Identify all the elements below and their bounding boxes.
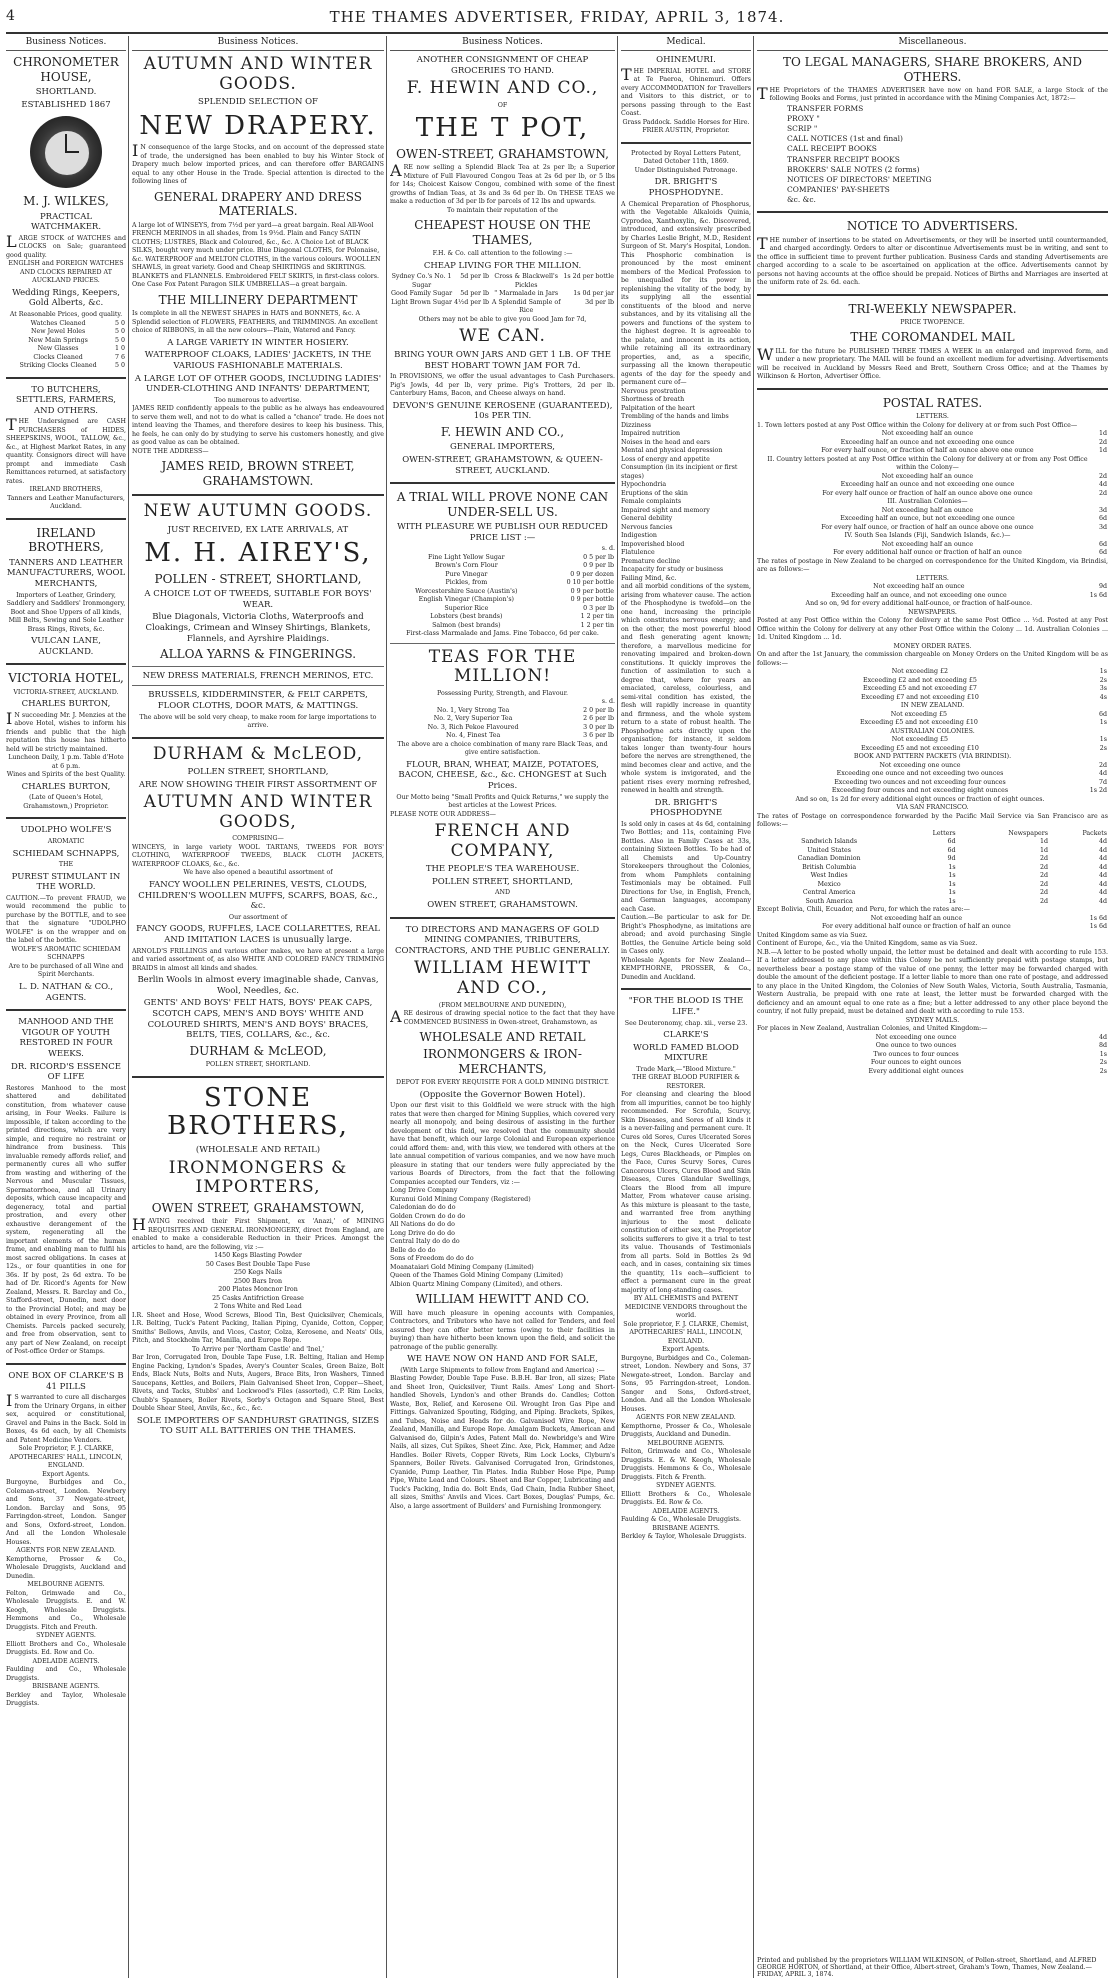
column-rule bbox=[386, 36, 387, 1978]
column-heading: Business Notices. bbox=[6, 36, 126, 51]
table-row: New Jewel Holes 5 0 bbox=[30, 328, 125, 336]
list-item: Eruptions of the skin bbox=[621, 489, 688, 497]
table-row: And so on, 1s 2d for every additional eight ounces or fraction of eight ounces. bbox=[795, 795, 1045, 803]
list-item: 250 Kegs Nails bbox=[233, 1269, 283, 1277]
list-item: Caledonian do do do bbox=[390, 1204, 456, 1212]
table-row: Light Brown Sugar 4½d per lb A Splendid Sample of Rice 3d per lb bbox=[391, 298, 614, 315]
table-row: Exceeding one ounce and not exceeding two ounces 4d bbox=[836, 770, 1107, 778]
table-row: New Glasses 1 0 bbox=[37, 345, 125, 353]
list-item: CALL NOTICES (1st and final) bbox=[787, 134, 903, 144]
postal-table bbox=[757, 1034, 1108, 1077]
list-item: PROXY " bbox=[787, 114, 820, 124]
column-business-1 bbox=[6, 36, 126, 1978]
list-item: Albion Quartz Mining Company (Limited), and others. bbox=[390, 1280, 563, 1288]
table-row: Two ounces to four ounces 1s bbox=[873, 1050, 1107, 1058]
table-row: Striking Clocks Cleaned 5 0 bbox=[19, 362, 125, 370]
table-row: Pure Vinegar 0 9 per dozen bbox=[445, 570, 614, 578]
ad-ohinemuri: OHINEMURI. THE IMPERIAL HOTEL and STORE at Te Paeroa, Ohinemuri. Offers every ACCOMMODATION for Travellers and Visitors to this district, or to persons passing through to the East Coast. Grass Paddock. Saddle Horses for Hire. FRIER AUSTIN, Proprietor. bbox=[621, 55, 751, 135]
column-heading: Miscellaneous. bbox=[757, 36, 1108, 51]
table-row: Not exceeding £5 6d bbox=[890, 710, 1107, 718]
column-rule bbox=[617, 36, 618, 1978]
forms-list bbox=[757, 104, 1108, 205]
list-item: Golden Crown do do do bbox=[390, 1212, 466, 1220]
list-item: Central Italy do do do bbox=[390, 1238, 460, 1246]
postal-table bbox=[757, 736, 1108, 753]
table-row: Exceeding half an ounce, and not exceeding one ounce 1s 6d bbox=[830, 591, 1107, 599]
list-item: Indigestion bbox=[621, 532, 657, 540]
ad-william-hewitt: TO DIRECTORS AND MANAGERS OF GOLD MINING COMPANIES, TRIBUTERS, CONTRACTORS, AND THE PUBLIC GENERALLY. WILLIAM HEWITT AND CO., (FROM MELBOURNE AND DUNEDIN), ARE desirous of drawing special notice to the fact that they have COMMENCED BUSINESS in Owen-street, Grahamstown, as WHOLESALE AND RETAIL IRONMONGERS & IRON-MERCHANTS, DEPOT FOR EVERY REQUISITE FOR A GOLD MINING DISTRICT. (Opposite the Governor Bowen Hotel). Upon our first visit to this Goldfield we were struck with the high rates that were then charged for Mining Supplies, which covered very nearly all monopoly, and being desirous of assisting in the further development of this field, we resolved that the community should have that benefit, which our large Colonial and European experience could afford them: and, with this view, we tendered with others at the late annual competition of various companies, and we now have much pleasure in stating that our tenders were fully appreciated by the various Boards of Directors, from the fact that the following Companies accepted our Tenders, viz :— Long Drive Company Kuranui Gold Mining Company (Registered) Caledonian do do do Golden Crown do do do All Nations do do do Long Drive do do do Central Italy do do do Belle do do do Sons of Freedom do do do Moanataiari Gold Mining Company (Limited) Queen of the Thames Gold Mining Company (Limited) Albion Quartz Mining Company (Limited), and others. WILLIAM HEWITT AND CO. Will have much pleasure in opening accounts with Companies, Contractors, and Tributors who have not called for Tenders, and feel assured they can offer better terms (owing to their facilities in buying) than have hitherto been known upon the field, and solicit the patronage of the public generally. WE HAVE NOW ON HAND AND FOR SALE, (With Large Shipments to follow from England and America) :— Blasting Powder, Double Tape Fuse. B.B.H. Bar Iron, all sizes; Plate and Sheet Iron, Quicksilver, Tiunt Rails. Ames' Long and Short-handled Shovels, Lyndon's and other Brands do. Candles; Cotton Waste, Box, Relief, and Kerosene Oil. Wrought Iron Gas Pipe and Fittings. Galvanized Spouting, Ridging, and Piping. Brackets, Spikes, and Tubes, Noise and Heads for do. Galvanised Wire Rope, New Zealand, Manilla, and Europe Rope. Amalgam Buckets, American and Galvanised do, Gilpin's Axles, Patent Mall do. Newbridge's and Wire Nails, all sizes, Cut Spikes, Sheet Zinc. Axe, Pick, Hammer, and Adze Handles. Boiler Rivets, Copper Rivets, Rim Lock Locks, Clyburn's Spanners, Boiler Rivets. Galvanised Corrugated Iron, Grindstones, Cyanide, Pump Leather, Tin Plates. India Rubber Hose Pipe, Pump Pipe, White Lead and Colours. Sheet and Bar Copper, Lubricating and Tuck's Packing, India do. Bolt Ends, Gad Chain, India Rubber Sheet, all sizes, Smiths' Anvils and Vices. Cart Boxes, Douglas' Pumps, &c. Also, a large assortment of Builders' and Furnishing Ironmongery. bbox=[390, 924, 615, 1510]
list-item: Consumption (in its incipient or first stages) bbox=[621, 464, 738, 480]
list-item: 50 Cases Best Double Tape Fuse bbox=[205, 1260, 311, 1268]
ad-victoria-hotel: VICTORIA HOTEL, VICTORIA-STREET, AUCKLAND. CHARLES BURTON, IN succeeding Mr. J. Menzies at the above Hotel, wishes to inform his friends and public that the high reputation this house has hitherto held will be strictly maintained. Luncheon Daily, 1 p.m. Table d'Hote at 6 p.m. Wines and Spirits of the best Quality. CHARLES BURTON, (Late of Queen's Hotel, Grahamstown,) Proprietor. bbox=[6, 671, 126, 810]
column-medical bbox=[621, 36, 751, 1978]
table-row: Sydney Co.'s No. 1 Sugar 5d per lb Cross & Blackwell's Pickles 1s 2d per bottle bbox=[391, 273, 614, 289]
list-item: TRANSFER FORMS bbox=[787, 103, 864, 113]
column-business-2 bbox=[132, 36, 384, 1978]
ad-stone-brothers: STONE BROTHERS, (WHOLESALE AND RETAIL) IRONMONGERS & IMPORTERS, OWEN STREET, GRAHAMSTOWN, HAVING received their First Shipment, ex 'Anazi,' of MINING REQUISITES AND GENERAL IRONMONGERY, direct from England, are enabled to make a considerable Reduction in their Prices. Amongst the articles to hand, are the following, viz :— 1450 Kegs Blasting Powder 50 Cases Best Double Tape Fuse 250 Kegs Nails 2500 Bars Iron 200 Plates Moncnor Iron 25 Casks Antifriction Grease 2 Tons White and Red Lead I.R. Sheet and Hose, Wood Screws, Blood Tin, Best Quicksilver, Chemicals, I.R. Belting, Tuck's Patent Packing, Italian Piping, Cyanide, Cotton, Copper, Smiths' Bellows, Anvils, and Vices, Castor, Colza, Kerosene, and Neats' Oils, Pitch, and Stockholm Tar, Manilla, and Europe Rope. To Arrive per 'Northam Castle' and 'Inel,' Bar Iron, Corrugated Iron, Double Tape Fuse, I.R. Belting, Italian and Hemp Engine Packing, Lyndon's Spades, Avery's Counter Scales, Green Baize, Bolt Ends, Black Nuts, Bolts and Nuts, Augers, Brace Bits, Iron Washers, Tinned Saucepans, Kettles, and Boilers, Plain Galvanised Sheet Iron, Copper—Sheet, Rivets, and Tacks, Stubbs' and Lockwood's Files (assorted), C.P. Rim Locks, Chubb's Spanners, Boiler Rivets, Sorby's Octagon and Square Steel, Best Double Shear Steel, Anvils, &c., &c., &c. SOLE IMPORTERS OF SANDHURST GRATINGS, SIZES TO SUIT ALL BATTERIES ON THE THAMES. bbox=[132, 1082, 384, 1437]
table-row: Not exceeding £5 1s bbox=[891, 736, 1107, 744]
postal-table bbox=[757, 583, 1108, 609]
table-row: Not exceeding £2 1s bbox=[891, 668, 1107, 676]
ad-chronometer-house: CHRONOMETER HOUSE, SHORTLAND. ESTABLISHED 1867 M. J. WILKES, PRACTICAL WATCHMAKER. LARGE STOCK of WATCHES and CLOCKS on Sale; guaranteed good quality. ENGLISH and FOREIGN WATCHES AND CLOCKS REPAIRED AT AUCKLAND PRICES. Wedding Rings, Keepers, Gold Alberts, &c. At Reasonable Prices, good quality. Watches Cleaned 5 0 New Jewel Holes 5 0 New Main Springs 5 0 New Glasses 1 0 Clocks Cleaned 7 6 Striking Clocks Cleaned 5 0 bbox=[6, 55, 126, 370]
table-row: For every additional half ounce or fraction of half an ounce 6d bbox=[833, 549, 1107, 557]
list-item: Dizziness bbox=[621, 421, 651, 429]
list-item: Sons of Freedom do do do bbox=[390, 1255, 474, 1263]
postal-rates: POSTAL RATES. LETTERS. 1. Town letters posted at any Post Office within the Colony for delivery at or from such Post Office— Not exceeding half an ounce 1d Exceeding half an ounce and not exceeding one ounce 2d For every half ounce, or fraction of half an ounce above one ounce 1d II. Country letters posted at any Post Office within the Colony for delivery at or from any Post Office within the Colony— Not exceeding half an ounce 2d Exceeding half an ounce and not exceeding one ounce 4d For every half ounce or fraction of half an ounce above one ounce 2d III. Australian Colonies— Not exceeding half an ounce 3d Exceeding half an ounce, but not exceeding one ounce 6d For every half ounce, or fraction of half an ounce above one ounce 3d IV. South Sea Islands (Fiji, Sandwich Islands, &c.)— Not exceeding half an ounce 6d For every additional half ounce or fraction of half an ounce 6d The rates of postage in New Zealand to be charged on correspondence for the United Kingdom, via Brindisi, are as follows:— LETTERS. Not exceeding half an ounce 9d Exceeding half an ounce, and not exceeding one ounce 1s 6d And so on, 9d for every additional half-ounce, or fraction of half-ounce. NEWSPAPERS. Posted at any Post Office within the Colony for delivery at the same Post Office ... ½d. Posted at any Post Office within the Colony for delivery at any other Post Office within the Colony ... 1d. Australian Colonies ... 1d. United Kingdom ... 1d. MONEY ORDER RATES. On and after the 1st January, the commission chargeable on Money Orders on the United Kingdom will be as follows:— Not exceeding £2 1s Exceeding £2 and not exceeding £5 2s Exceeding £5 and not exceeding £7 3s Exceeding £7 and not exceeding £10 4s IN NEW ZEALAND. Not exceeding £5 6d Exceeding £5 and not exceeding £10 1s AUSTRALIAN COLONIES. Not exceeding £5 1s Exceeding £5 and not exceeding £10 2s BOOK AND PATTERN PACKETS (VIA BRINDISI). Not exceeding one ounce 2d Exceeding one ounce and not exceeding two ounces 4d Exceeding two ounces and not exceeding four ounces 7d Exceeding four ounces and not exceeding eight ounces 1s 2d And so on, 1s 2d for every additional eight ounces or fraction of eight ounces. VIA SAN FRANCISCO. The rates of Postage on correspondence forwarded by the Pacific Mail Service via San Francisco are as follows:— Letters Newspapers Packets Sandwich Islands 6d 1d 4d United States 6d 1d 4d Canadian Dominion 9d 2d 4d British Columbia 1s 2d 4d West Indies 1s 2d 4d Mexico 1s 2d 4d Central America 1s 2d 4d South America 1s 2d 4d Except Bolivia, Chili, Ecuador, and Peru, for which the rates are:— Not exceeding half an ounce 1s 6d For every additional half ounce or fraction of half an ounce 1s 6d United Kingdom same as via Suez. Continent of Europe, &c., via the United Kingdom, same as via Suez. N.B.—A letter to be posted wholly unpaid, the letter must be detained and dealt with according to rule 153. If a letter addressed to any place within this Colony be not sufficiently prepaid with postage stamps, but nevertheless bear a postage stamp of the value of one penny, the letter may be forwarded charged with double the amount of the deficient postage. If a letter liable to more than one rate of postage, and addressed to any place in the United Kingdom, the Colonies of New South Wales, Victoria, South Australia, Tasmania, Western Australia, be prepaid with one rate at least, the letter must be forwarded charged with the deficiency and an amount equal to one rate as a fine; but a letter addressed to any other place beyond the country, if not fully prepaid, must be detained and dealt with according to rule 153. SYDNEY MAILS. For places in New Zealand, Australian Colonies, and United Kingdom:— Not exceeding one ounce 4d One ounce to two ounces 8d Two ounces to four ounces 1s Four ounces to eight ounces 2s Every additional eight ounces 2s bbox=[757, 395, 1108, 1075]
list-item: Trembling of the hands and limbs bbox=[621, 413, 729, 421]
ad-butchers: TO BUTCHERS, SETTLERS, FARMERS, AND OTHERS. THE Undersigned are CASH PURCHASERS of HIDES, SHEEPSKINS, WOOL, TALLOW, &c., &c., at Highest Market Rates, in any quantity. Consignors direct will have prompt and immediate Cash Remittances returned, at satisfactory rates. IRELAND BROTHERS, Tanners and Leather Manufacturers, Auckland. bbox=[6, 384, 126, 511]
table-row: For every half ounce or fraction of half an ounce above one ounce 2d bbox=[822, 489, 1107, 497]
postal-table bbox=[757, 762, 1108, 805]
column-rule bbox=[753, 36, 754, 1978]
list-item: Moanataiari Gold Mining Company (Limited) bbox=[390, 1263, 534, 1271]
table-row: No. 4, Finest Tea 3 6 per lb bbox=[445, 732, 614, 740]
ad-notice-advertisers: NOTICE TO ADVERTISERS. THE number of insertions to be stated on Advertisements, or they will be inserted until countermanded, and charged accordingly. Orders to alter or discontinue Advertisements must be in writing, and sent to the office in sufficient time to prevent further publication. Business Cards and standing Advertisements are charged according to a scale to be ascertained on application at the office. Advertisements cannot by persons not having accounts at the office should be prepaid. Notices of Births and Marriages are inserted at the uniform rate of 2s. 6d. each. bbox=[757, 219, 1108, 287]
list-item: Shortness of breath bbox=[621, 396, 685, 404]
table-row: IV. South Sea Islands (Fiji, Sandwich Islands, &c.)— bbox=[844, 532, 1011, 540]
ad-ireland-brothers: IRELAND BROTHERS, TANNERS AND LEATHER MANUFACTURERS, WOOL MERCHANTS, Importers of Leather, Grindery, Saddlery and Saddlers' Ironmongery, Boot and Shoe Uppers of all kinds, Mill Belts, Sewing and Sole Leather Brass Rings, Rivets, &c. VULCAN LANE, AUCKLAND. bbox=[6, 525, 126, 657]
table-row: Canadian Dominion 9d 2d 4d bbox=[797, 855, 1107, 863]
column-rule bbox=[128, 36, 129, 1978]
list-item: Impoverished blood bbox=[621, 540, 685, 548]
ad-james-reid: AUTUMN AND WINTER GOODS. SPLENDID SELECTION OF NEW DRAPERY. IN consequence of the large Stocks, and on account of the depressed state of trade, the undersigned has been enabled to buy his Winter Stock of Drapery much below imported prices, and can therefore offer BARGAINS equal to any other House in the Trade. Special attention is directed to the following lines of GENERAL DRAPERY AND DRESS MATERIALS. A large lot of WINSEYS, from 7½d per yard—a great bargain. Real All-Wool FRENCH MERINOS in all shades, from 1s 9½d. Plain and Fancy SATIN CLOTHS; LUSTRES, Black and Coloured, &c., &c. A Choice Lot of BLACK SILKS, bought very much under price. Blue Diagonal CLOTHS, for Polonaise, &c. WATERPROOF and MELTON CLOTHS, in the various colours. WOOLLEN SHAWLS, in great variety. Good and Cheap SHIRTINGS and SKIRTINGS. BLANKETS and FLANNELS. Embroidered FELT SKIRTS, in first-class colors. One Case Fox Patent Paragon SILK UMBRELLAS—a great bargain. THE MILLINERY DEPARTMENT Is complete in all the NEWEST SHAPES in HATS and BONNETS, &c. A Splendid selection of FLOWERS, FEATHERS, and TRIMMINGS. An excellent choice of RIBBONS, in all the new colours—Plain, Watered and Fancy. A LARGE VARIETY IN WINTER HOSIERY. WATERPROOF CLOAKS, LADIES' JACKETS, IN THE VARIOUS FASHIONABLE MATERIALS. A LARGE LOT OF OTHER GOODS, INCLUDING LADIES' UNDER-CLOTHING AND INFANTS' DEPARTMENT, Too numerous to advertise. JAMES REID confidently appeals to the public as he always has endeavoured to serve them well, and not to do what is called a "chance" trade. He does not intend leaving the Thames, and therefore desires to keep his business. This, he feels, he can only do by studying to serve his customers honestly, and give as good value as can be obtained. NOTE THE ADDRESS— JAMES REID, BROWN STREET, GRAHAMSTOWN. bbox=[132, 54, 384, 488]
table-row: Not exceeding half an ounce 1s 6d bbox=[870, 914, 1107, 922]
table-row: For every additional half ounce or fraction of half an ounce 1s 6d bbox=[822, 923, 1107, 931]
table-row: Salmon (best brands) 1 2 per tin bbox=[432, 621, 614, 629]
ad-clarkes-pills: ONE BOX OF CLARKE'S B 41 PILLS IS warranted to cure all discharges from the Urinary Organs, in either sex, acquired or constitutional, Gravel and Pains in the Back. Sold in Boxes, 4s 6d each, by all Chemists and Patent Medicine Vendors. Sole Proprietor, F. J. CLARKE, APOTHECARIES' HALL, LINCOLN, ENGLAND. Export Agents. Burgoyne, Burbidges and Co., Coleman-street, London. Newbery and Sons, 37 Newgate-street, London. Barclay and Sons, 95 Farringdon-street, London. Sanger and Sons, Oxford-street, London. And all the London Wholesale Houses. AGENTS FOR NEW ZEALAND. Kempthorne, Prosser & Co., Wholesale Druggists, Auckland and Dunedin. MELBOURNE AGENTS. Felton, Grimwade and Co., Wholesale Druggists. E. and W. Keogh, Wholesale Druggists. Hemmons and Co., Wholesale Druggists. Fitch and Freuth. SYDNEY AGENTS. Elliott Brothers and Co., Wholesale Druggists. Ed. Row and Co. ADELAIDE AGENTS. Faulding and Co., Wholesale Druggists. BRISBANE AGENTS. Berkley and Taylor, Wholesale Druggists. bbox=[6, 1370, 126, 1708]
companies-list bbox=[390, 1187, 615, 1289]
imprint: Printed and published by the proprietors WILLIAM WILKINSON, of Pollen-street, Shortland, and ALFRED GEORGE HORTON, of Shortland, at their Office, Albert-street, Graham's Town, Thames, New Zealand.—FRIDAY, APRIL 3, 1874. bbox=[757, 1957, 1097, 1978]
table-row: No. 1, Very Strong Tea 2 0 per lb bbox=[436, 706, 614, 714]
table-row: Every additional eight ounces 2s bbox=[868, 1067, 1107, 1075]
table-row: Mexico 1s 2d 4d bbox=[817, 880, 1107, 888]
table-row: Lobsters (best brands) 1 2 per tin bbox=[430, 613, 614, 621]
table-row: One ounce to two ounces 8d bbox=[875, 1042, 1107, 1050]
stone-items-list bbox=[132, 1252, 384, 1312]
list-item: TRANSFER RECEIPT BOOKS bbox=[787, 154, 900, 164]
table-row: Not exceeding half an ounce 6d bbox=[881, 540, 1107, 548]
table-row: Exceeding £2 and not exceeding £5 2s bbox=[862, 676, 1107, 684]
column-heading: Business Notices. bbox=[390, 36, 615, 51]
list-item: NOTICES OF DIRECTORS' MEETING bbox=[787, 174, 932, 184]
ad-udolpho-wolfe: UDOLPHO WOLFE'S AROMATIC SCHIEDAM SCHNAPPS, THE PUREST STIMULANT IN THE WORLD. CAUTION.—To prevent FRAUD, we would recommend the public to purchase by the BOTTLE, and to see that the signature "UDOLPHO WOLFE" is on the wrapper and on the label of the bottle. WOLFE'S AROMATIC SCHIEDAM SCHNAPPS Are to be purchased of all Wine and Spirit Merchants. L. D. NATHAN & CO., AGENTS. bbox=[6, 825, 126, 1003]
table-row: English Vinegar (Champion's) 0 9 per bottle bbox=[418, 596, 614, 604]
list-item: SCRIP " bbox=[787, 124, 818, 134]
sf-table: Letters Newspapers Packets Sandwich Islands 6d 1d 4d United States 6d 1d 4d Canadian Dominion 9d 2d 4d British Columbia 1s 2d 4d West Indies 1s 2d 4d Mexico 1s 2d 4d Central America 1s 2d 4d South America 1s 2d 4d bbox=[757, 830, 1108, 907]
table-row: Clocks Cleaned 7 6 bbox=[33, 353, 125, 361]
ad-airey: NEW AUTUMN GOODS. JUST RECEIVED, EX LATE ARRIVALS, AT M. H. AIREY'S, POLLEN - STREET, SHORTLAND, A CHOICE LOT OF TWEEDS, SUITABLE FOR BOYS' WEAR. Blue Diagonals, Victoria Cloths, Waterproofs and Cloakings, Crimean and Winsey Shirtings, Blankets, Flannels, and Ayrshire Plaidings. ALLOA YARNS & FINGERINGS. NEW DRESS MATERIALS, FRENCH MERINOS, ETC. BRUSSELS, KIDDERMINSTER, & FELT CARPETS, FLOOR CLOTHS, DOOR MATS, & MATTINGS. The above will be sold very cheap, to make room for large importations to arrive. bbox=[132, 502, 384, 731]
list-item: Loss of energy and appetite bbox=[621, 455, 710, 463]
table-row: Brown's Corn Flour 0 9 per lb bbox=[434, 562, 614, 570]
postal-table bbox=[757, 711, 1108, 728]
list-item: Impaired nutrition bbox=[621, 430, 681, 438]
column-heading: Business Notices. bbox=[132, 36, 384, 51]
table-row: Not exceeding half an ounce 3d bbox=[881, 506, 1107, 514]
list-item: 25 Casks Antifriction Grease bbox=[212, 1294, 304, 1302]
list-item: Impaired sight and memory bbox=[621, 506, 710, 514]
newspaper-title: THE THAMES ADVERTISER, FRIDAY, APRIL 3, 1874. bbox=[329, 8, 785, 26]
table-row: Not exceeding half an ounce 2d bbox=[881, 472, 1107, 480]
list-item: General debility bbox=[621, 515, 673, 523]
table-row: Exceeding half an ounce and not exceeding one ounce 2d bbox=[840, 438, 1107, 446]
list-item: Premature decline bbox=[621, 557, 681, 565]
table-row: Exceeding four ounces and not exceeding eight ounces 1s 2d bbox=[831, 787, 1107, 795]
table-row: Superior Rice 0 3 per lb bbox=[444, 604, 614, 612]
table-row: Worcestershire Sauce (Austin's) 0 9 per bottle bbox=[415, 587, 614, 595]
table-row: West Indies 1s 2d 4d bbox=[810, 872, 1107, 880]
ad-phosphodyne: Protected by Royal Letters Patent, Dated October 11th, 1869. Under Distinguished Patronage. DR. BRIGHT'S PHOSPHODYNE. A Chemical Preparation of Phosphorus, with the Vegetable Alkaloids Quinia, Cyprodea, Xanthoxylin, &c. Discovered, introduced, and extensively prescribed by Charles Leslie Bright, M.D., Resident Surgeon of St. Mary's Hospital, London. This Phosphoric combination is pronounced by the most eminent members of the Medical Profession to be unequalled for its power in replenishing the vitality of the body, by its supplying all the essential constituents of the blood and nerve substances, and by its vitalising all the powers and functions of the system to the highest degree. It is agreeable to the palate, and innocent in its action, while retaining all its extraordinary properties, and, as a specific, surpassing all the known therapeutic agents of the day for the speedy and permanent cure of— Nervous prostration Shortness of breath Palpitation of the heart Trembling of the hands and limbs Dizziness Impaired nutrition Noises in the head and ears Mental and physical depression Loss of energy and appetite Consumption (in its incipient or first stages) Hypochondria Eruptions of the skin Female complaints Impaired sight and memory General debility Nervous fancies Indigestion Impoverished blood Flatulence Premature decline Incapacity for study or business Failing Mind, &c. and all morbid conditions of the system, arising from whatever cause. The action of the Phosphodyne is twofold—on the one hand, increasing the principle which constitutes nervous energy; and on the other, the most powerful blood and flesh generating agent known; therefore, a marvellous medicine for renovating impaired and broken-down constitutions. It quickly improves the function of assimilation to such a degree that, where for years an emaciated, careless, colourless, and semi-vital condition has existed, the flesh will rapidly increase in quantity and firmness, and the whole system return to a state of robust health. The Phosphodyne acts directly upon the organisation; for instance, it seldom takes longer than twenty-four hours before the nerves are strengthened, the mind becomes clear and active, and the whole system is invigorated, and the patient rises every morning refreshed, renewed in health and strength. DR. BRIGHT'S PHOSPHODYNE Is sold only in cases at 4s 6d, containing Two Bottles; and 11s, containing Five Bottles. Also in Family Cases at 33s, containing Sixteen Bottles. To be had of all Chemists and Up-Country Storekeepers throughout the Colonies, from whom Pamphlets containing Testimonials may be obtained. Full Directions for Use, in English, French, and German languages, accompany each Case. Caution.—Be particular to ask for Dr. Bright's Phosphodyne, as imitations are abroad; and avoid purchasing Single Bottles, the Genuine Article being sold in Cases only. Wholesale Agents for New Zealand—KEMPTHORNE, PROSSER, & Co., Dunedin and Auckland. bbox=[621, 149, 751, 981]
list-item: CALL RECEIPT BOOKS bbox=[787, 144, 877, 154]
clock-illustration bbox=[30, 116, 102, 188]
list-item: All Nations do do do bbox=[390, 1221, 455, 1229]
table-row: II. Country letters posted at any Post Office within the Colony for delivery at or from any Post Office within the Colony— bbox=[767, 455, 1088, 472]
table-row: And so on, 9d for every additional half-ounce, or fraction of half-ounce. bbox=[805, 600, 1033, 608]
table-row: Not exceeding one ounce 4d bbox=[875, 1033, 1107, 1041]
table-row: British Columbia 1s 2d 4d bbox=[802, 863, 1107, 871]
tea-price-table bbox=[390, 707, 615, 741]
table-row: Exceeding £5 and not exceeding £10 1s bbox=[859, 719, 1107, 727]
list-item: Noises in the head and ears bbox=[621, 438, 711, 446]
list-item: BROKERS' SALE NOTES (2 forms) bbox=[787, 164, 920, 174]
table-row: Pickles, from 0 10 per bottle bbox=[445, 579, 614, 587]
list-item: &c. &c. bbox=[787, 195, 816, 205]
postal-table bbox=[757, 430, 1108, 558]
list-item: 1450 Kegs Blasting Powder bbox=[214, 1252, 302, 1260]
ad-manhood: MANHOOD AND THE VIGOUR OF YOUTH RESTORED IN FOUR WEEKS. DR. RICORD'S ESSENCE OF LIFE Restores Manhood to the most shattered and debilitated constitution, from whatever cause arising, in Four Weeks. Failure is impossible, if taken according to the printed directions, which are very simple, and require no restraint or hindrance from business. This invaluable remedy affords relief, and permanently cures all who suffer from wasting and withering of the Nervous and Muscular Tissues, Spermatorrhoea, and all Urinary deposits, which cause incapacity and degeneracy, total and partial prostration, and every other exhaustive derangement of the system, regenerating all the important elements of the human frame, and enabling man to fulfil his most sacred obligations. In cases at 12s., or four quantities in one for 36s. If by post, 2s 6d extra. To be had of Dr. Ricord's Agents for New Zealand, Messrs. R. Barclay and Co., Stafford-street, Dunedin, next door to the Provincial Hotel; and may be obtained in every Province, from all Chemists. Parcels packed securely, and free from observation, sent to any part of New Zealand, on receipt of Post-office Order or Stamps. bbox=[6, 1017, 126, 1356]
list-item: 2500 Bars Iron bbox=[234, 1277, 282, 1285]
list-item: Queen of the Thames Gold Mining Company (Limited) bbox=[390, 1272, 563, 1280]
french-price-table bbox=[390, 554, 615, 631]
list-item: Mental and physical depression bbox=[621, 447, 723, 455]
table-row: III. Australian Colonies— bbox=[887, 498, 968, 506]
list-item: Flatulence bbox=[621, 549, 655, 557]
list-item: Nervous prostration bbox=[621, 387, 686, 395]
table-row: Four ounces to eight ounces 2s bbox=[870, 1059, 1107, 1067]
hewin-price-table bbox=[390, 273, 615, 316]
table-row: Fine Light Yellow Sugar 0 5 per lb bbox=[427, 553, 614, 561]
table-row: No. 2, Very Superior Tea 2 6 per lb bbox=[433, 715, 614, 723]
table-row: No. 3, Rich Pekoe Flavoured 3 0 per lb bbox=[427, 723, 614, 731]
table-row: South America 1s 2d 4d bbox=[805, 897, 1107, 905]
ad-legal-managers: TO LEGAL MANAGERS, SHARE BROKERS, AND OTHERS. THE Proprietors of the THAMES ADVERTISER have now on hand FOR SALE, a large Stock of the following Books and Forms, just printed in accordance with the Mining Companies Act, 1872:— TRANSFER FORMS PROXY " SCRIP " CALL NOTICES (1st and final) CALL RECEIPT BOOKS TRANSFER RECEIPT BOOKS BROKERS' SALE NOTES (2 forms) NOTICES OF DIRECTORS' MEETING COMPANIES' PAY-SHEETS &c. &c. bbox=[757, 55, 1108, 205]
list-item: 2 Tons White and Red Lead bbox=[214, 1303, 302, 1311]
table-row: Exceeding £5 and not exceeding £7 3s bbox=[862, 685, 1107, 693]
ad-coromandel-mail: TRI-WEEKLY NEWSPAPER. PRICE TWOPENCE. THE COROMANDEL MAIL WILL for the future be PUBLISHED THREE TIMES A WEEK in an enlarged and improved form, and under a new proprietary. The MAIL will be found an excellent medium for advertising. Advertisements will be received in Auckland by Messrs Reed and Brett, Southern Cross Office; and at the Thames by Wilkinson & Horton, Advertiser Office. bbox=[757, 301, 1108, 381]
list-item: Failing Mind, &c. bbox=[621, 574, 677, 582]
table-row: Exceeding half an ounce, but not exceeding one ounce 6d bbox=[840, 515, 1107, 523]
table-row: Exceeding £5 and not exceeding £10 2s bbox=[860, 744, 1107, 752]
page-number: 4 bbox=[6, 8, 15, 24]
list-item: Incapacity for study or business bbox=[621, 566, 724, 574]
price-table bbox=[6, 320, 126, 371]
table-row: Not exceeding half an ounce 9d bbox=[873, 583, 1107, 591]
list-item: Nervous fancies bbox=[621, 523, 673, 531]
column-business-3 bbox=[390, 36, 615, 1978]
list-item: Kuranui Gold Mining Company (Registered) bbox=[390, 1195, 531, 1203]
list-item: Hypochondria bbox=[621, 481, 667, 489]
list-item: COMPANIES' PAY-SHEETS bbox=[787, 184, 890, 194]
table-row: For every half ounce, or fraction of half an ounce above one ounce 3d bbox=[821, 523, 1107, 531]
list-item: Long Drive do do do bbox=[390, 1229, 455, 1237]
table-row: United States 6d 1d 4d bbox=[807, 846, 1107, 854]
list-item: Female complaints bbox=[621, 498, 682, 506]
table-row: New Main Springs 5 0 bbox=[28, 336, 125, 344]
table-row: Sandwich Islands 6d 1d 4d bbox=[801, 838, 1107, 846]
table-row: Exceeding two ounces and not exceeding four ounces 7d bbox=[834, 778, 1107, 786]
table-row: Exceeding half an ounce and not exceeding one ounce 4d bbox=[840, 481, 1107, 489]
list-item: Belle do do do bbox=[390, 1246, 436, 1254]
column-heading: Medical. bbox=[621, 36, 751, 51]
ad-french-company: A TRIAL WILL PROVE NONE CAN UNDER-SELL US. WITH PLEASURE WE PUBLISH OUR REDUCED PRICE LIST :— s. d. Fine Light Yellow Sugar 0 5 per lb Brown's Corn Flour 0 9 per lb Pure Vinegar 0 9 per dozen Pickles, from 0 10 per bottle Worcestershire Sauce (Austin's) 0 9 per bottle English Vinegar (Champion's) 0 9 per bottle Superior Rice 0 3 per lb Lobsters (best brands) 1 2 per tin Salmon (best brands) 1 2 per tin First-class Marmalade and Jams. Fine Tobacco, 6d per cake. TEAS FOR THE MILLION! Possessing Purity, Strength, and Flavour. s. d. No. 1, Very Strong Tea 2 0 per lb No. 2, Very Superior Tea 2 6 per lb No. 3, Rich Pekoe Flavoured 3 0 per lb No. 4, Finest Tea 3 6 per lb The above are a choice combination of many rare Black Teas, and give entire satisfaction. FLOUR, BRAN, WHEAT, MAIZE, POTATOES, BACON, CHEESE, &c., &c. CHONGEST at Such Prices. Our Motto being "Small Profits and Quick Returns," we supply the best articles at the Lowest Prices. PLEASE NOTE OUR ADDRESS— FRENCH AND COMPANY, THE PEOPLE'S TEA WAREHOUSE. POLLEN STREET, SHORTLAND, AND OWEN STREET, GRAHAMSTOWN. bbox=[390, 490, 615, 910]
list-item: 200 Plates Moncnor Iron bbox=[218, 1286, 298, 1294]
table-row: Not exceeding half an ounce 1d bbox=[881, 430, 1107, 438]
ad-blood-mixture: "FOR THE BLOOD IS THE LIFE." See Deuteronomy, chap. xii., verse 23. CLARKE'S WORLD FAMED BLOOD MIXTURE Trade Mark,—"Blood Mixture." THE GREAT BLOOD PURIFIER & RESTORER. For cleansing and clearing the blood from all impurities, cannot be too highly recommended. For Scrofula, Scurvy, Skin Diseases, and Sores of all kinds it is a never-failing and permanent cure. It Cures old Sores, Cures Ulcerated Sores on the Neck, Cures Ulcerated Sore Legs, Cures Blackheads, or Pimples on the Face, Cures Scurvy Sores, Cures Cancerous Ulcers, Cures Blood and Skin Diseases, Cures Glandular Swellings, Clears the Blood from all impure Matter, From whatever cause arising. As this mixture is pleasant to the taste, and warranted free from anything injurious to the most delicate constitution of either sex, the Proprietor solicits sufferers to give it a trial to test its value. Thousands of Testimonials from all parts. Sold in Bottles 2s 9d each, and in cases, containing six times the quantity, 11s each—sufficient to effect a permanent cure in the great majority of long-standing cases. BY ALL CHEMISTS and PATENT MEDICINE VENDORS throughout the world. Sole proprietor, F. J. CLARKE, Chemist, APOTHECARIES' HALL, LINCOLN, ENGLAND. Export Agents. Burgoyne, Burbidges and Co., Coleman-street, London. Newbery and Sons, 37 Newgate-street, London. Barclay and Sons, 95 Farringdon-street, London. Sanger and Sons, Oxford-street, London. And all the London Wholesale Houses. AGENTS FOR NEW ZEALAND. Kempthorne, Prosser & Co., Wholesale Druggists, Auckland and Dunedin. MELBOURNE AGENTS. Felton, Grimwade and Co., Wholesale Druggists. E. & W. Keogh, Wholesale Druggists. Hemmons & Co., Wholesale Druggists. Fitch & Frenth. SYDNEY AGENTS. Elliott Brothers & Co., Wholesale Druggists. Ed. Row & Co. ADELAIDE AGENTS. Faulding & Co., Wholesale Druggists. BRISBANE AGENTS. Berkley & Taylor, Wholesale Druggists. bbox=[621, 996, 751, 1541]
table-row: Not exceeding one ounce 2d bbox=[879, 761, 1107, 769]
list-item: Palpitation of the heart bbox=[621, 404, 695, 412]
table-row: Watches Cleaned 5 0 bbox=[30, 319, 125, 327]
ad-hewin: ANOTHER CONSIGNMENT OF CHEAP GROCERIES TO HAND. F. HEWIN AND CO., OF THE T POT, OWEN-STREET, GRAHAMSTOWN, ARE now selling a Splendid Black Tea at 2s per lb; a Superior Mixture of Full Flavoured Congou Teas at 2s 6d per lb, or 5 lbs for 14s; Choicest Kaisow Congou, combined with some of the finest growths of Indian Teas, at 3s and 3s 6d per lb. On THESE TEAS we make a reduction of 3d per lb for parcels of 12 lbs and upwards. To maintain their reputation of the CHEAPEST HOUSE ON THE THAMES, F.H. & Co. call attention to the following :— CHEAP LIVING FOR THE MILLION. Sydney Co.'s No. 1 Sugar 5d per lb Cross & Blackwell's Pickles 1s 2d per bottle Good Family Sugar 5d per lb " Marmalade in Jars 1s 0d per jar Light Brown Sugar 4½d per lb A Splendid Sample of Rice 3d per lb Others may not be able to give you Good Jam for 7d, WE CAN. BRING YOUR OWN JARS AND GET 1 LB. OF THE BEST HOBART TOWN JAM FOR 7d. In PROVISIONS, we offer the usual advantages to Cash Purchasers. Pig's Jowls, 4d per lb, very prime. Pig's Trotters, 2d per lb. Canterbury Hams, Bacon, and Cheese always on hand. DEVON'S GENUINE KEROSENE (GUARANTEED), 10s PER TIN. F. HEWIN AND CO., GENERAL IMPORTERS, OWEN-STREET, GRAHAMSTOWN, & QUEEN-STREET, AUCKLAND. bbox=[390, 55, 615, 476]
table-row: Exceeding £7 and not exceeding £10 4s bbox=[860, 693, 1107, 701]
cures-list bbox=[621, 388, 751, 584]
postal-table bbox=[757, 668, 1108, 702]
table-row: Central America 1s 2d 4d bbox=[802, 889, 1107, 897]
list-item: Long Drive Company bbox=[390, 1187, 458, 1195]
table-row: For every half ounce, or fraction of half an ounce above one ounce 1d bbox=[821, 447, 1107, 455]
column-miscellaneous bbox=[757, 36, 1108, 1978]
postal-table bbox=[757, 915, 1108, 932]
ad-durham-mcleod: DURHAM & McLEOD, POLLEN STREET, SHORTLAND, ARE NOW SHOWING THEIR FIRST ASSORTMENT OF AUTUMN AND WINTER GOODS, COMPRISING— WINCEYS, in large variety WOOL TARTANS, TWEEDS FOR BOYS' CLOTHING, WATERPROOF TWEEDS, BLACK CLOTH JACKETS, WATERPROOF CLOAKS, &c., &c. We have also opened a beautiful assortment of FANCY WOOLLEN PELERINES, VESTS, CLOUDS, CHILDREN'S WOOLLEN MUFFS, SCARFS, BOAS, &c., &c. Our assortment of FANCY GOODS, RUFFLES, LACE COLLARETTES, REAL AND IMITATION LACES is unusually large. ARNOLD'S FRILLINGS and various other makes, we have at present a large and varied assortment of, as also WHITE AND COLORED FANCY TRIMMING BRAIDS in almost all kinds and shades. Berlin Wools in almost every imaginable shade, Canvas, Wool, Needles, &c. GENTS' AND BOYS' FELT HATS, BOYS' PEAK CAPS, SCOTCH CAPS, MEN'S AND BOYS' WHITE AND COLOURED SHIRTS, MEN'S AND BOYS' BRACES, BELTS, TIES, COLLARS, &c., &c. DURHAM & McLEOD, POLLEN STREET, SHORTLAND. bbox=[132, 743, 384, 1069]
masthead bbox=[6, 6, 1108, 34]
table-row: Good Family Sugar 5d per lb " Marmalade in Jars 1s 0d per jar bbox=[391, 290, 614, 298]
